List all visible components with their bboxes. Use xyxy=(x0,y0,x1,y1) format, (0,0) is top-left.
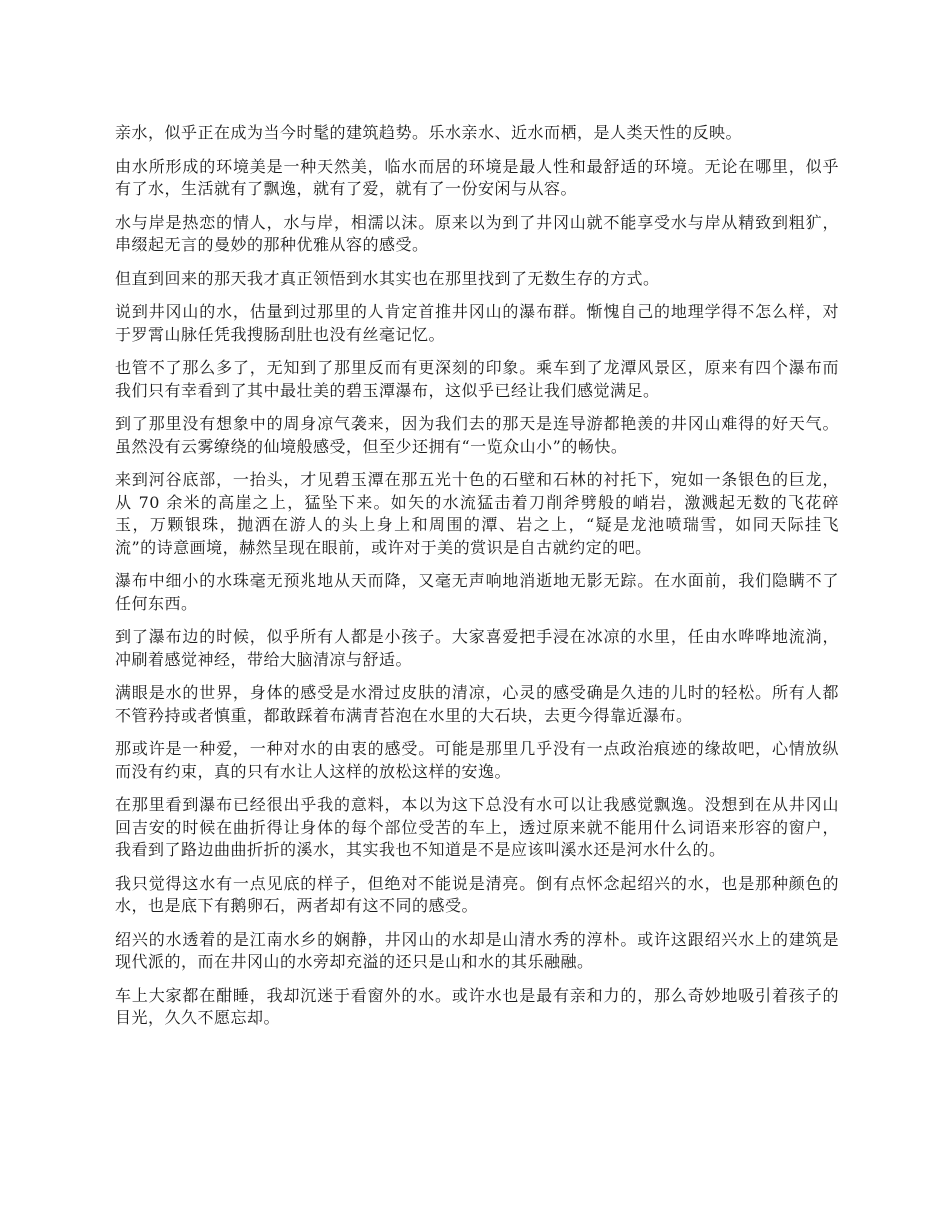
paragraph-12: 那或许是一种爱，一种对水的由衷的感受。可能是那里几乎没有一点政治痕迹的缘故吧，心情放纵而没有约束，真的只有水让人这样的放松这样的安逸。 xyxy=(115,739,839,781)
paragraph-2: 由水所形成的环境美是一种天然美，临水而居的环境是最人性和最舒适的环境。无论在哪里，似乎有了水，生活就有了飘逸，就有了爱，就有了一份安闲与从容。 xyxy=(115,156,839,198)
paragraph-8: 来到河谷底部，一抬头，才见碧玉潭在那五光十色的石壁和石林的衬托下，宛如一条银色的巨龙，从 70 余米的高崖之上，猛坠下来。如矢的水流猛击着刀削斧劈般的峭岩，激溅起无数的飞花碎玉，万颗银珠，抛洒在游人的头上身上和周围的潭、岩之上，“疑是龙池喷瑞雪，如同天际挂飞流”的诗意画境，赫然呈现在眼前，或许对于美的赏识是自古就约定的吧。 xyxy=(115,470,839,557)
paragraph-10: 到了瀑布边的时候，似乎所有人都是小孩子。大家喜爱把手浸在冰凉的水里，任由水哗哗地流淌，冲刷着感觉神经，带给大脑清凉与舒适。 xyxy=(115,627,839,669)
paragraph-4: 但直到回来的那天我才真正领悟到水其实也在那里找到了无数生存的方式。 xyxy=(115,268,660,288)
paragraph-7: 到了那里没有想象中的周身凉气袭来，因为我们去的那天是连导游都艳羡的井冈山难得的好天气。虽然没有云雾缭绕的仙境般感受，但至少还拥有“一览众山小”的畅快。 xyxy=(115,414,839,456)
paragraph-11: 满眼是水的世界，身体的感受是水滑过皮肤的清凉，心灵的感受确是久违的儿时的轻松。所有人都不管矜持或者慎重，都敢踩着布满青苔泡在水里的大石块，去更今得靠近瀑布。 xyxy=(115,683,839,725)
paragraph-13: 在那里看到瀑布已经很出乎我的意料，本以为这下总没有水可以让我感觉飘逸。没想到在从井冈山回吉安的时候在曲折得让身体的每个部位受苦的车上，透过原来就不能用什么词语来形容的窗户，我看到了路边曲曲折折的溪水，其实我也不知道是不是应该叫溪水还是河水什么的。 xyxy=(115,795,839,859)
document-body xyxy=(115,122,839,1041)
paragraph-9: 瀑布中细小的水珠毫无预兆地从天而降，又毫无声响地消逝地无影无踪。在水面前，我们隐瞒不了任何东西。 xyxy=(115,571,839,613)
paragraph-15: 绍兴的水透着的是江南水乡的娴静，井冈山的水却是山清水秀的淳朴。或许这跟绍兴水上的建筑是现代派的，而在井冈山的水旁却充溢的还只是山和水的其乐融融。 xyxy=(115,929,839,971)
paragraph-14: 我只觉得这水有一点见底的样子，但绝对不能说是清亮。倒有点怀念起绍兴的水，也是那种颜色的水，也是底下有鹅卵石，两者却有这不同的感受。 xyxy=(115,873,839,915)
paragraph-16: 车上大家都在酣睡，我却沉迷于看窗外的水。或许水也是最有亲和力的，那么奇妙地吸引着孩子的目光，久久不愿忘却。 xyxy=(115,985,839,1027)
paragraph-5: 说到井冈山的水，估量到过那里的人肯定首推井冈山的瀑布群。惭愧自己的地理学得不怎么样，对于罗霄山脉任凭我搜肠刮肚也没有丝毫记忆。 xyxy=(115,302,839,344)
paragraph-6: 也管不了那么多了，无知到了那里反而有更深刻的印象。乘车到了龙潭风景区，原来有四个瀑布而我们只有幸看到了其中最壮美的碧玉潭瀑布，这似乎已经让我们感觉满足。 xyxy=(115,358,839,400)
paragraph-1: 亲水，似乎正在成为当今时髦的建筑趋势。乐水亲水、近水而栖，是人类天性的反映。 xyxy=(115,123,743,142)
paragraph-3: 水与岸是热恋的情人，水与岸，相濡以沫。原来以为到了井冈山就不能享受水与岸从精致到粗犷，串缀起无言的曼妙的那种优雅从容的感受。 xyxy=(115,212,839,254)
